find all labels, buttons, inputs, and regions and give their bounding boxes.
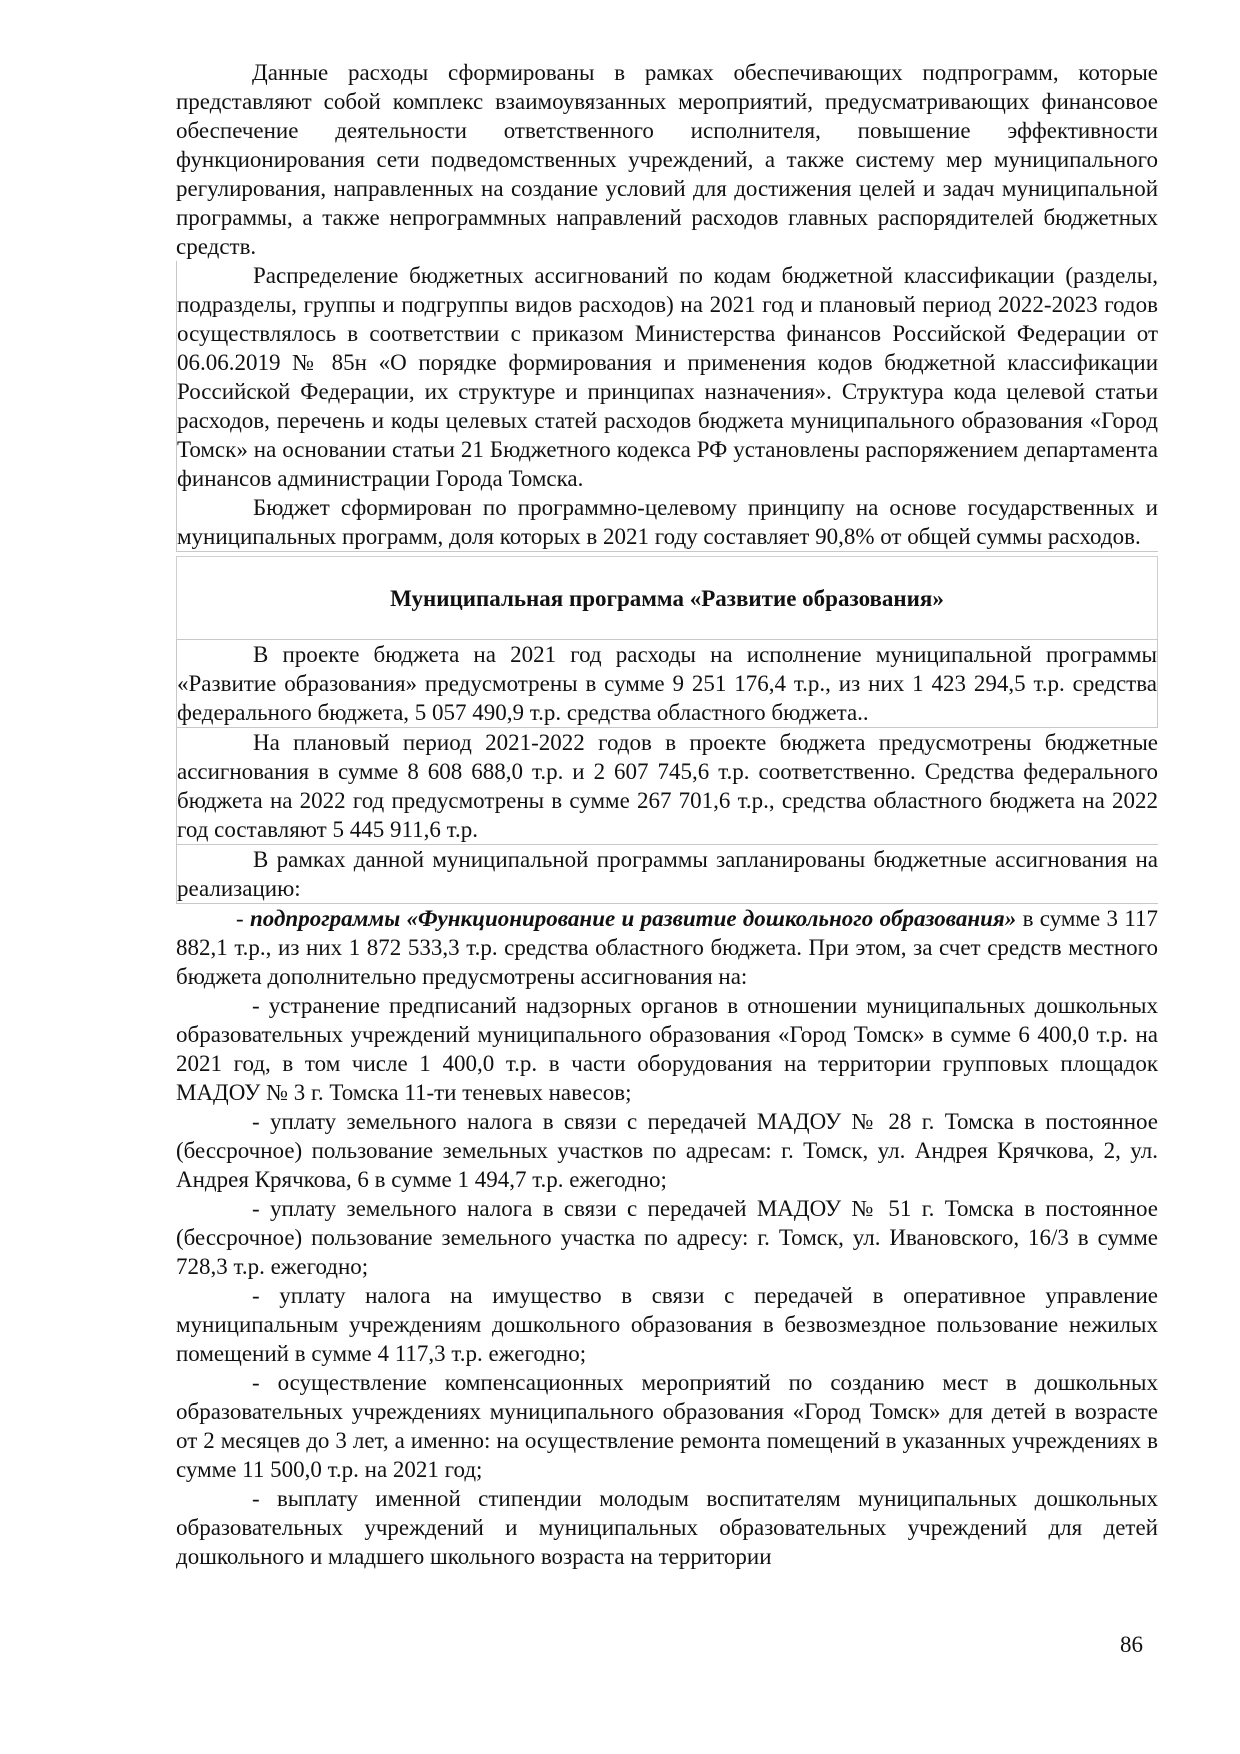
paragraph-program-principle: Бюджет сформирован по программно-целевому принципу на основе государственных и муниципальных программ, доля которых в 2021 году составляет 90,8% от общей суммы расходов. [176,493,1158,552]
bullet-land-tax-madou-51: - уплату земельного налога в связи с передачей МАДОУ № 51 г. Томска в постоянное (бессрочное) пользование земельного участка по адресу: г. Томск, ул. Ивановского, 16/3 в сумме 728,3 т.р. ежегодно; [176,1196,1158,1279]
bullet-scholarship: - выплату именной стипендии молодым воспитателям муниципальных дошкольных образовательных учреждений и муниципальных образовательных учреждений для детей дошкольного и младшего школьного возраста на территории [176,1486,1158,1569]
paragraph-budget-classification: Распределение бюджетных ассигнований по кодам бюджетной классификации (разделы, подразделы, группы и подгруппы видов расходов) на 2021 год и плановый период 2022-2023 годов осуществлялось в соответствии с приказом Министерства финансов Российской Федерации от 06.06.2019 № 85н «О порядке формирования и применения кодов бюджетной классификации Российской Федерации, их структуре и принципах назначения». Структура кода целевой статьи расходов, перечень и коды целевых статей расходов бюджета муниципального образования «Город Томск» на основании статьи 21 Бюджетного кодекса РФ установлены распоряжением департамента финансов администрации Города Томска. [177,263,1158,491]
bullet-property-tax: - уплату налога на имущество в связи с передачей в оперативное управление муниципальным учреждениям дошкольного образования в безвозмездное пользование нежилых помещений в сумме 4 117,3 т.р. ежегодно; [176,1283,1158,1366]
subprogram-details: в сумме 3 117 882,1 т.р., из них 1 872 533,3 т.р. средства областного бюджета. При этом, за счет средств местного бюджета дополнительно предусмотрены ассигнования на: [176,906,1158,989]
paragraph-planned-period: На плановый период 2021-2022 годов в проекте бюджета предусмотрены бюджетные ассигнования в сумме 8 608 688,0 т.р. и 2 607 745,6 т.р. соответственно. Средства федерального бюджета на 2022 год предусмотрены в сумме 267 701,6 т.р., средства областного бюджета на 2022 год составляют 5 445 911,6 т.р. [176,728,1158,845]
page-number: 86 [1120,1632,1143,1657]
bullet-land-tax-madou-28: - уплату земельного налога в связи с передачей МАДОУ № 28 г. Томска в постоянное (бессрочное) пользование земельных участков по адресам: г. Томск, ул. Андрея Крячкова, 2, ул. Андрея Крячкова, 6 в сумме 1 494,7 т.р. ежегодно; [176,1109,1158,1192]
document-body [176,58,1158,1571]
section-heading: Муниципальная программа «Развитие образования» [390,585,944,611]
paragraph-expenses-intro: Данные расходы сформированы в рамках обеспечивающих подпрограмм, которые представляют собой комплекс взаимоувязанных мероприятий, предусматривающих финансовое обеспечение деятельности ответственного исполнителя, повышение эффективности функционирования сети подведомственных учреждений, а также систему мер муниципального регулирования, направленных на создание условий для достижения целей и задач муниципальной программы, а также непрограммных направлений расходов главных распорядителей бюджетных средств. [176,60,1158,259]
section-heading-box [176,556,1158,639]
bullet-dash: - [236,906,250,931]
paragraph-2021-expenses: В проекте бюджета на 2021 год расходы на исполнение муниципальной программы «Развитие образования» предусмотрены в сумме 9 251 176,4 т.р., из них 1 423 294,5 т.р. средства федерального бюджета, 5 057 490,9 т.р. средства областного бюджета.. [176,639,1158,728]
bullet-compensation-measures: - осуществление компенсационных мероприятий по созданию мест в дошкольных образовательных учреждениях муниципального образования «Город Томск» для детей в возрасте от 2 месяцев до 3 лет, а именно: на осуществление ремонта помещений в указанных учреждениях в сумме 11 500,0 т.р. на 2021 год; [176,1370,1158,1482]
paragraph-allocations-intro: В рамках данной муниципальной программы запланированы бюджетные ассигнования на реализацию: [176,845,1158,904]
subprogram-title: подпрограммы «Функционирование и развитие дошкольного образования» [250,906,1017,931]
paragraph-preschool-subprogram [176,904,1158,991]
bullet-inspection-orders: - устранение предписаний надзорных органов в отношении муниципальных дошкольных образовательных учреждений муниципального образования «Город Томск» в сумме 6 400,0 т.р. на 2021 год, в том числе 1 400,0 т.р. в части оборудования на территории групповых площадок МАДОУ № 3 г. Томска 11-ти теневых навесов; [176,993,1158,1105]
